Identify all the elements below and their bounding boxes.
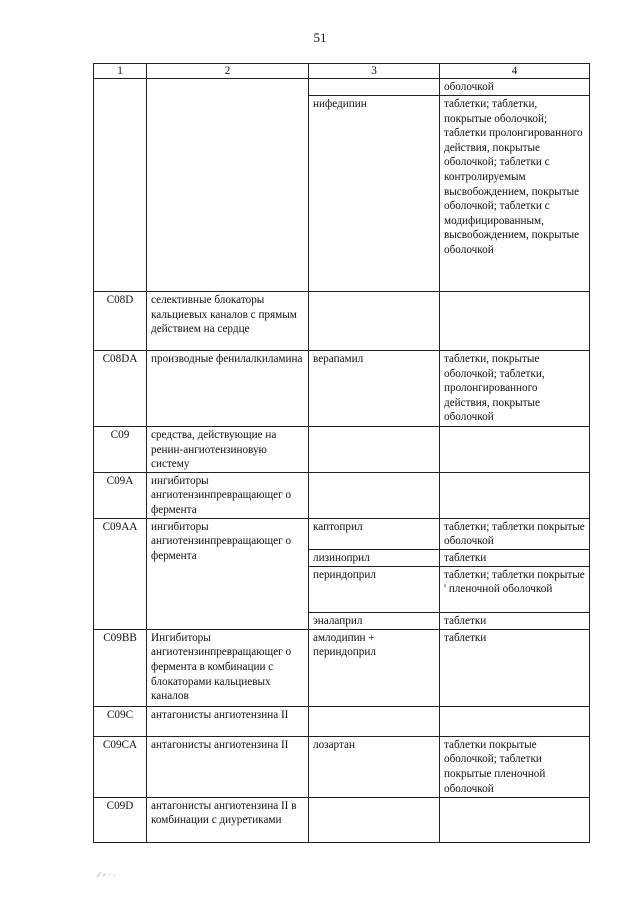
dosage-forms-cell: таблетки xyxy=(440,629,590,706)
drug-name-cell xyxy=(309,706,440,736)
dosage-forms-cell xyxy=(440,472,590,518)
atc-code-cell xyxy=(94,79,147,292)
dosage-forms-cell: таблетки, покрытые оболочкой; таблетки, пролонгированного действия, покрытые оболочкой xyxy=(440,351,590,427)
drug-name-cell: верапамил xyxy=(309,351,440,427)
table-row xyxy=(94,629,590,706)
col-header: 1 xyxy=(94,64,147,79)
atc-code-cell: C09D xyxy=(94,797,147,842)
dosage-forms-cell xyxy=(440,427,590,473)
drug-name-cell xyxy=(309,472,440,518)
header-row xyxy=(94,64,590,79)
dosage-forms-cell: таблетки; таблетки, покрытые оболочкой; таблетки пролонгированного действия, покрытые оболочкой; таблетки с контролируемым высвобождением, покрытые оболочкой; таблетки с модифицированным, высвобождением, покрытые оболочкой xyxy=(440,96,590,292)
drug-name-cell xyxy=(309,427,440,473)
table-row xyxy=(94,427,590,473)
group-name-cell: селективные блокаторы кальциевых каналов с прямым действием на сердце xyxy=(147,292,309,351)
drug-name-cell: периндоприл xyxy=(309,566,440,612)
col-header: 3 xyxy=(309,64,440,79)
table-row xyxy=(94,706,590,736)
drug-name-cell xyxy=(309,292,440,351)
group-name-cell: антагонисты ангиотензина II xyxy=(147,706,309,736)
dosage-forms-cell xyxy=(440,797,590,842)
table-row xyxy=(94,736,590,797)
atc-code-cell: C08D xyxy=(94,292,147,351)
group-name-cell: антагонисты ангиотензина II в комбинации с диуретиками xyxy=(147,797,309,842)
group-name-cell: средства, действующие на ренин-ангиотензиновую систему xyxy=(147,427,309,473)
dosage-forms-cell: таблетки покрытые оболочкой; таблетки покрытые пленочной оболочкой xyxy=(440,736,590,797)
drug-name-cell: амлодипин + периндоприл xyxy=(309,629,440,706)
atc-code-cell: C08DA xyxy=(94,351,147,427)
group-name-cell: ингибиторы ангиотензинпревращающег о фермента xyxy=(147,472,309,518)
table-row xyxy=(94,79,590,96)
medication-table xyxy=(93,63,590,843)
group-name-cell xyxy=(147,79,309,292)
table-row xyxy=(94,292,590,351)
atc-code-cell: C09A xyxy=(94,472,147,518)
atc-code-cell: C09C xyxy=(94,706,147,736)
dosage-forms-cell xyxy=(440,706,590,736)
dosage-forms-cell: таблетки xyxy=(440,549,590,566)
drug-name-cell: каптоприл xyxy=(309,518,440,549)
col-header: 2 xyxy=(147,64,309,79)
table-row xyxy=(94,518,590,549)
dosage-forms-cell: оболочкой xyxy=(440,79,590,96)
group-name-cell: антагонисты ангиотензина II xyxy=(147,736,309,797)
col-header: 4 xyxy=(440,64,590,79)
drug-name-cell: эналаприл xyxy=(309,612,440,629)
atc-code-cell: C09 xyxy=(94,427,147,473)
dosage-forms-cell: таблетки; таблетки покрытые ' пленочной оболочкой xyxy=(440,566,590,612)
drug-name-cell: лозартан xyxy=(309,736,440,797)
page-number: 51 xyxy=(313,30,327,45)
group-name-cell: ингибиторы ангиотензинпревращающег о фермента xyxy=(147,518,309,629)
table-row xyxy=(94,797,590,842)
drug-name-cell: лизиноприл xyxy=(309,549,440,566)
scan-mark xyxy=(95,868,133,880)
dosage-forms-cell: таблетки; таблетки покрытые оболочкой xyxy=(440,518,590,549)
table-row xyxy=(94,472,590,518)
drug-name-cell xyxy=(309,79,440,96)
drug-name-cell: нифедипин xyxy=(309,96,440,292)
atc-code-cell: C09AA xyxy=(94,518,147,629)
group-name-cell: производные фенилалкиламина xyxy=(147,351,309,427)
table-row xyxy=(94,351,590,427)
dosage-forms-cell: таблетки xyxy=(440,612,590,629)
drug-name-cell xyxy=(309,797,440,842)
dosage-forms-cell xyxy=(440,292,590,351)
atc-code-cell: C09CA xyxy=(94,736,147,797)
atc-code-cell: C09BB xyxy=(94,629,147,706)
group-name-cell: Ингибиторы ангиотензинпревращающег о фермента в комбинации с блокаторами кальциевых каналов xyxy=(147,629,309,706)
